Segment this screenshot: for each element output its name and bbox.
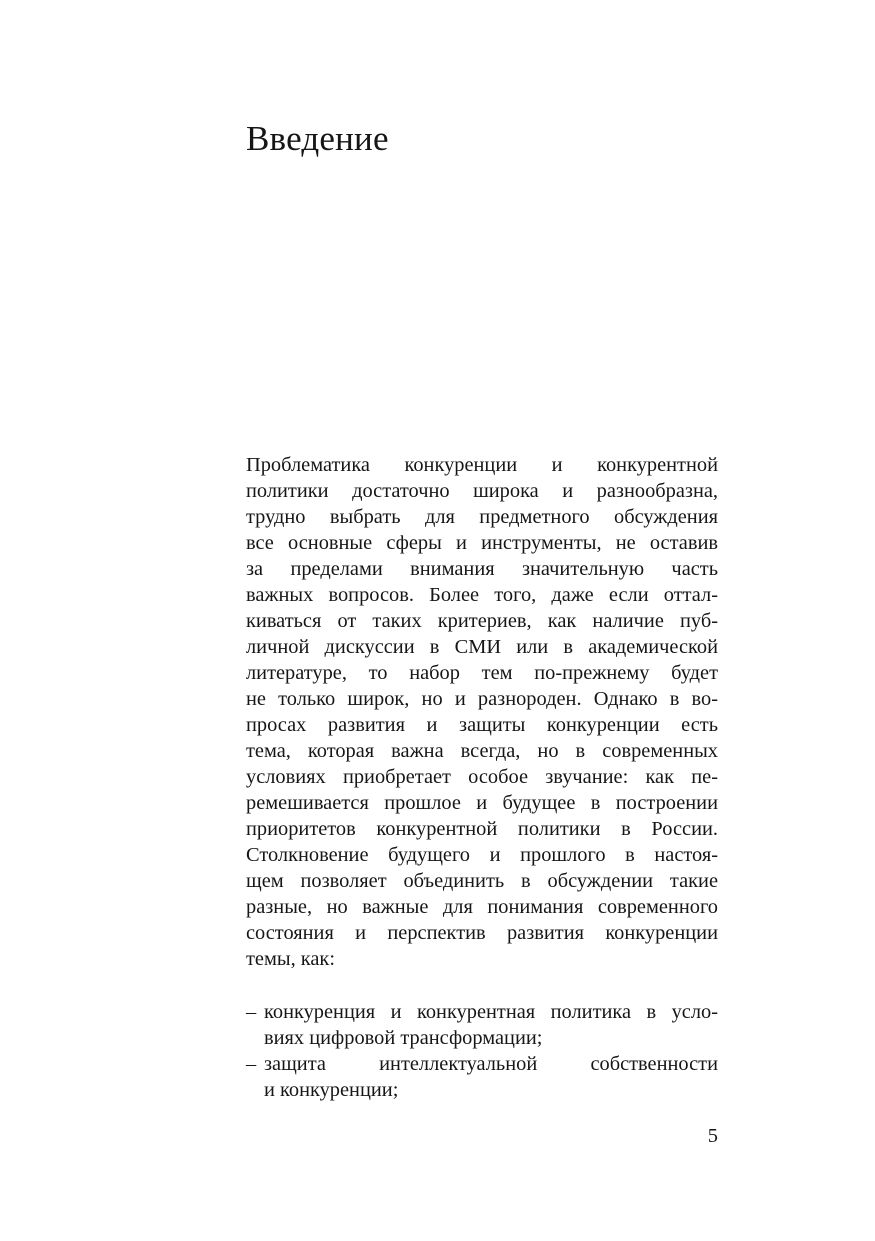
paragraph-line: ремешивается прошлое и будущее в построении <box>246 792 718 814</box>
paragraph-line: темы, как: <box>246 948 335 970</box>
list-item-line: защита интеллектуальной собственности <box>264 1053 718 1075</box>
paragraph-line: щем позволяет объединить в обсуждении такие <box>246 870 718 892</box>
paragraph-line: просах развития и защиты конкуренции есть <box>246 714 718 736</box>
list-item-line: и конкуренции; <box>264 1079 399 1101</box>
paragraph-line: важных вопросов. Более того, даже если оттал- <box>246 584 718 606</box>
paragraph-line: личной дискуссии в СМИ или в академической <box>246 636 718 658</box>
paragraph-line: тема, которая важна всегда, но в современных <box>246 740 718 762</box>
paragraph-line: все основные сферы и инструменты, не оставив <box>246 532 718 554</box>
paragraph-line: разные, но важные для понимания современного <box>246 896 718 918</box>
paragraph-line: литературе, то набор тем по-прежнему будет <box>246 662 718 684</box>
paragraph-line: политики достаточно широка и разнообразна, <box>246 480 718 502</box>
intro-paragraph <box>246 452 718 972</box>
list-item-line: виях цифровой трансформации; <box>264 1027 543 1049</box>
paragraph-line: не только широк, но и разнороден. Однако в во- <box>246 688 718 710</box>
list-item-text <box>246 999 718 1051</box>
chapter-heading: Введение <box>246 119 389 158</box>
paragraph-line: трудно выбрать для предметного обсуждения <box>246 506 718 528</box>
paragraph-line: состояния и перспектив развития конкуренции <box>246 922 718 944</box>
page-number: 5 <box>707 1125 718 1147</box>
paragraph-line: Проблематика конкуренции и конкурентной <box>246 454 718 476</box>
list-bullet: – <box>246 1053 257 1075</box>
list-item <box>246 1051 718 1103</box>
list-item-line: конкуренция и конкурентная политика в усло- <box>264 1001 718 1023</box>
paragraph-line: за пределами внимания значительную часть <box>246 558 718 580</box>
paragraph-line: приоритетов конкурентной политики в России. <box>246 818 718 840</box>
list-item <box>246 999 718 1051</box>
paragraph-line: Столкновение будущего и прошлого в настоя- <box>246 844 718 866</box>
paragraph-line: условиях приобретает особое звучание: как пе- <box>246 766 718 788</box>
list-bullet: – <box>246 1001 257 1023</box>
list-item-text <box>246 1051 718 1103</box>
topic-list <box>246 999 718 1103</box>
paragraph-line: киваться от таких критериев, как наличие пуб- <box>246 610 718 632</box>
